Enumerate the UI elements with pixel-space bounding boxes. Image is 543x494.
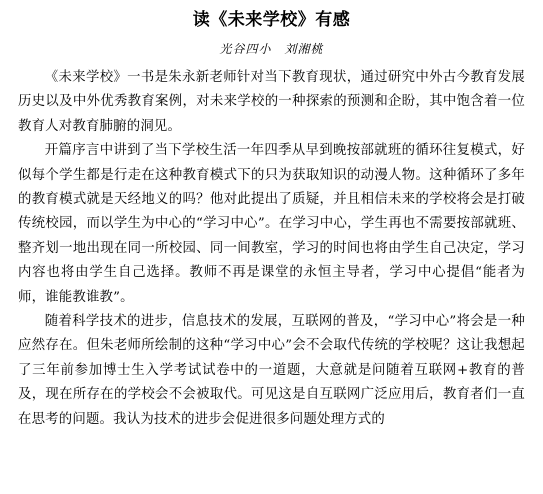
paragraph-2: 开篇序言中讲到了当下学校生活一年四季从早到晚按部就班的循环往复模式，好似每个学生都是行走在这种教育模式下的只为获取知识的动漫人物。这种循环了多年的教育模式就是天经地义的吗？他对此提出了质疑，并且相信未来的学校将会是打破传统校园，而以学生为中心的“学习中心”。在学习中心，学生再也不需要按部就班、整齐划一地出现在同一所校园、同一间教室，学习的时间也将由学生自己决定，学习内容也将由学生自己选择。教师不再是课堂的永恒主导者，学习中心提倡“能者为师，谁能教谁教”。	[18, 143, 525, 305]
author-byline: 光谷四小 刘湘桃	[219, 42, 324, 56]
paragraph-1: 《未来学校》一书是朱永新老师针对当下教育现状，通过研究中外古今教育发展历史以及中外优秀教育案例，对未来学校的一种探索的预测和企盼，其中饱含着一位教育人对教育肺腑的洞见。	[18, 70, 525, 134]
paragraph-3: 随着科学技术的进步，信息技术的发展，互联网的普及，“学习中心”将会是一种应然存在。但朱老师所绘制的这种“学习中心”会不会取代传统的学校呢？这让我想起了三年前参加博士生入学考试试卷中的一道题，大意就是问随着互联网+教育的普及，现在所存在的学校会不会被取代。可见这是自互联网广泛应用后，教育者们一直在思考的问题。我认为技术的进步会促进很多问题处理方式的	[18, 314, 525, 427]
document-title: 读《未来学校》有感	[192, 10, 351, 30]
